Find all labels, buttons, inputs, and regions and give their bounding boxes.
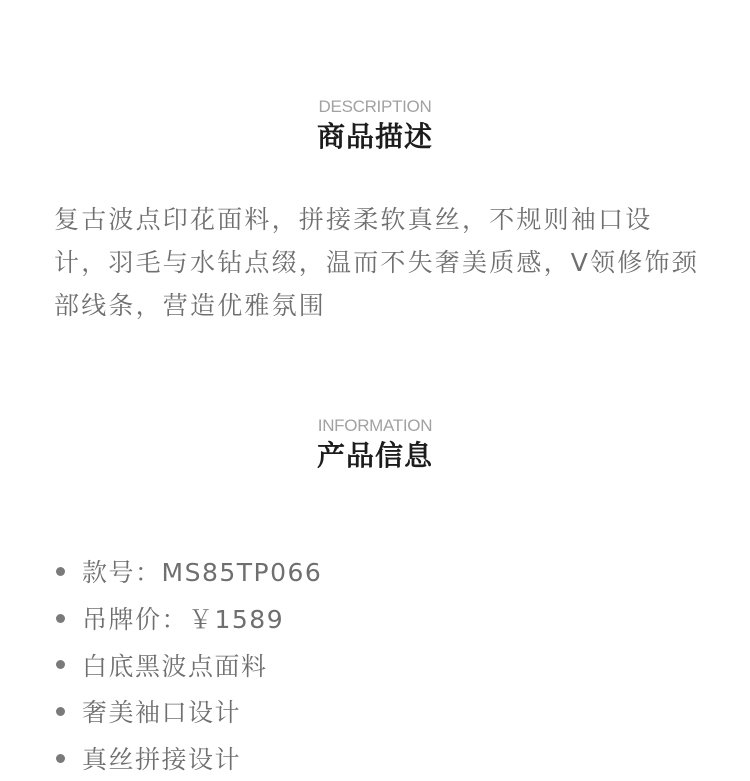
information-title: 产品信息: [316, 439, 433, 472]
spec-item-fabric: [56, 641, 322, 688]
spec-item-tag-price: [56, 595, 322, 642]
description-eyebrow: DESCRIPTION: [318, 97, 432, 116]
spec-text: 吊牌价：￥1589: [82, 605, 285, 635]
bullet-icon: [56, 567, 65, 576]
spec-item-silk: [56, 735, 322, 781]
bullet-icon: [56, 707, 65, 716]
spec-text: 白底黑波点面料: [82, 651, 268, 681]
bullet-icon: [56, 660, 65, 669]
spec-item-cuff: [56, 688, 322, 735]
spec-text: 真丝拼接设计: [82, 745, 242, 775]
spec-text: 款号：MS85TP066: [82, 558, 323, 588]
description-body: 复古波点印花面料，拼接柔软真丝，不规则袖口设计，羽毛与水钻点缀，温而不失奢美质感，V领修饰颈部线条，营造优雅氛围: [54, 205, 699, 320]
product-spec-list: [56, 548, 322, 781]
spec-text: 奢美袖口设计: [82, 698, 242, 728]
description-header: [0, 97, 750, 155]
bullet-icon: [56, 614, 65, 623]
spec-item-style-number: [56, 548, 322, 595]
description-title: 商品描述: [316, 120, 433, 153]
bullet-icon: [56, 754, 65, 763]
information-eyebrow: INFORMATION: [317, 416, 433, 435]
information-header: [0, 416, 750, 474]
